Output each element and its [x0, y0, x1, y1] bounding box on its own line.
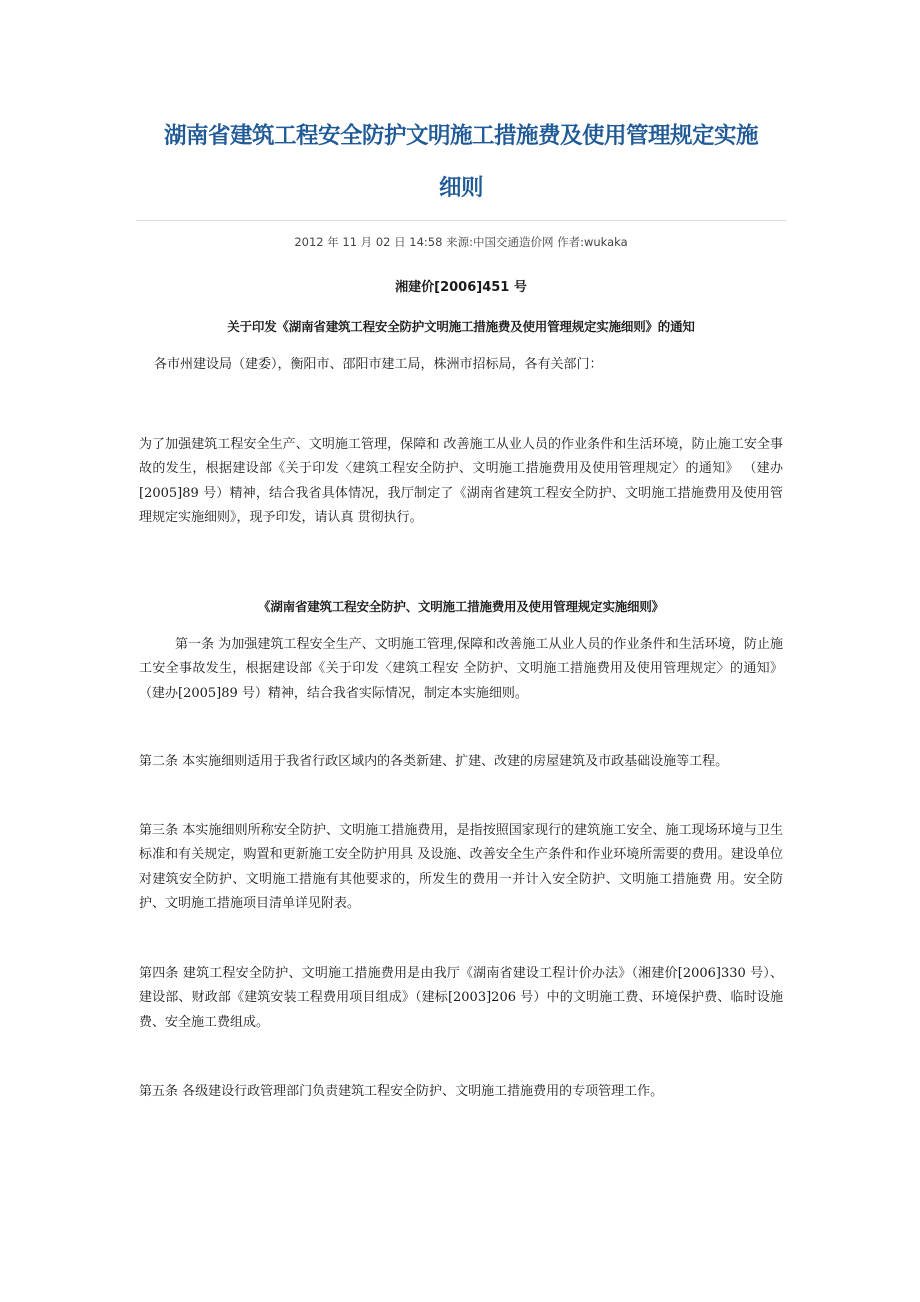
article-5: 第五条 各级建设行政管理部门负责建筑工程安全防护、文明施工措施费用的专项管理工作。	[139, 1084, 664, 1099]
article-meta: 2012 年 11 月 02 日 14:58 来源:中国交通造价网 作者:wukaka	[294, 235, 628, 249]
notice-title: 关于印发《湖南省建筑工程安全防护文明施工措施费及使用管理规定实施细则》的通知	[227, 319, 695, 334]
article-1: 第一条 为加强建筑工程安全生产、文明施工管理,保障和改善施工从业人员的作业条件和生活环境，防止施工安全事故发生，根据建设部《关于印发〈建筑工程安 全防护、文明施工措施费用及使用管理规定〉的通知》（建办[2005]89 号）精神，结合我省实际情况，制定本实施细则。	[139, 636, 783, 701]
page-title-line2: 细则	[438, 175, 483, 201]
page-title	[139, 110, 783, 214]
document-page	[139, 110, 783, 1105]
article-2: 第二条 本实施细则适用于我省行政区域内的各类新建、扩建、改建的房屋建筑及市政基础设施等工程。	[139, 754, 729, 769]
page-title-line1: 湖南省建筑工程安全防护文明施工措施费及使用管理规定实施	[163, 123, 758, 149]
addressee: 各市州建设局（建委），衡阳市、邵阳市建工局，株洲市招标局，各有关部门：	[154, 357, 603, 372]
title-divider	[136, 220, 786, 221]
article-3: 第三条 本实施细则所称安全防护、文明施工措施费用，是指按照国家现行的建筑施工安全、施工现场环境与卫生标准和有关规定，购置和更新施工安全防护用具 及设施、改善安全生产条件和作业环境所需要的费用。建设单位对建筑安全防护、文明施工措施有其他要求的，所发生的费用一并计入安全防护、文明施工措施费 用。安全防护、文明施工措施项目清单详见附表。	[139, 822, 783, 911]
document-number: 湘建价[2006]451 号	[395, 280, 527, 295]
preamble-paragraph: 为了加强建筑工程安全生产、文明施工管理，保障和 改善施工从业人员的作业条件和生活环境，防止施工安全事故的发生，根据建设部《关于印发〈建筑工程安全防护、文明施工措施费用及使用管理规定〉的通知》 （建办[2005]89 号）精神，结合我省具体情况，我厅制定了《湖南省建筑工程安全防护、文明施工措施费用及使用管理规定实施细则》，现予印发，请认真 贯彻执行。	[139, 436, 783, 525]
article-4: 第四条 建筑工程安全防护、文明施工措施费用是由我厅《湖南省建设工程计价办法》（湘建价[2006]330 号）、建设部、财政部《建筑安装工程费用项目组成》（建标[2003]206 号）中的文明施工费、环境保护费、临时设施费、安全施工费组成。	[139, 965, 783, 1030]
rules-title: 《湖南省建筑工程安全防护、文明施工措施费用及使用管理规定实施细则》	[258, 598, 664, 614]
